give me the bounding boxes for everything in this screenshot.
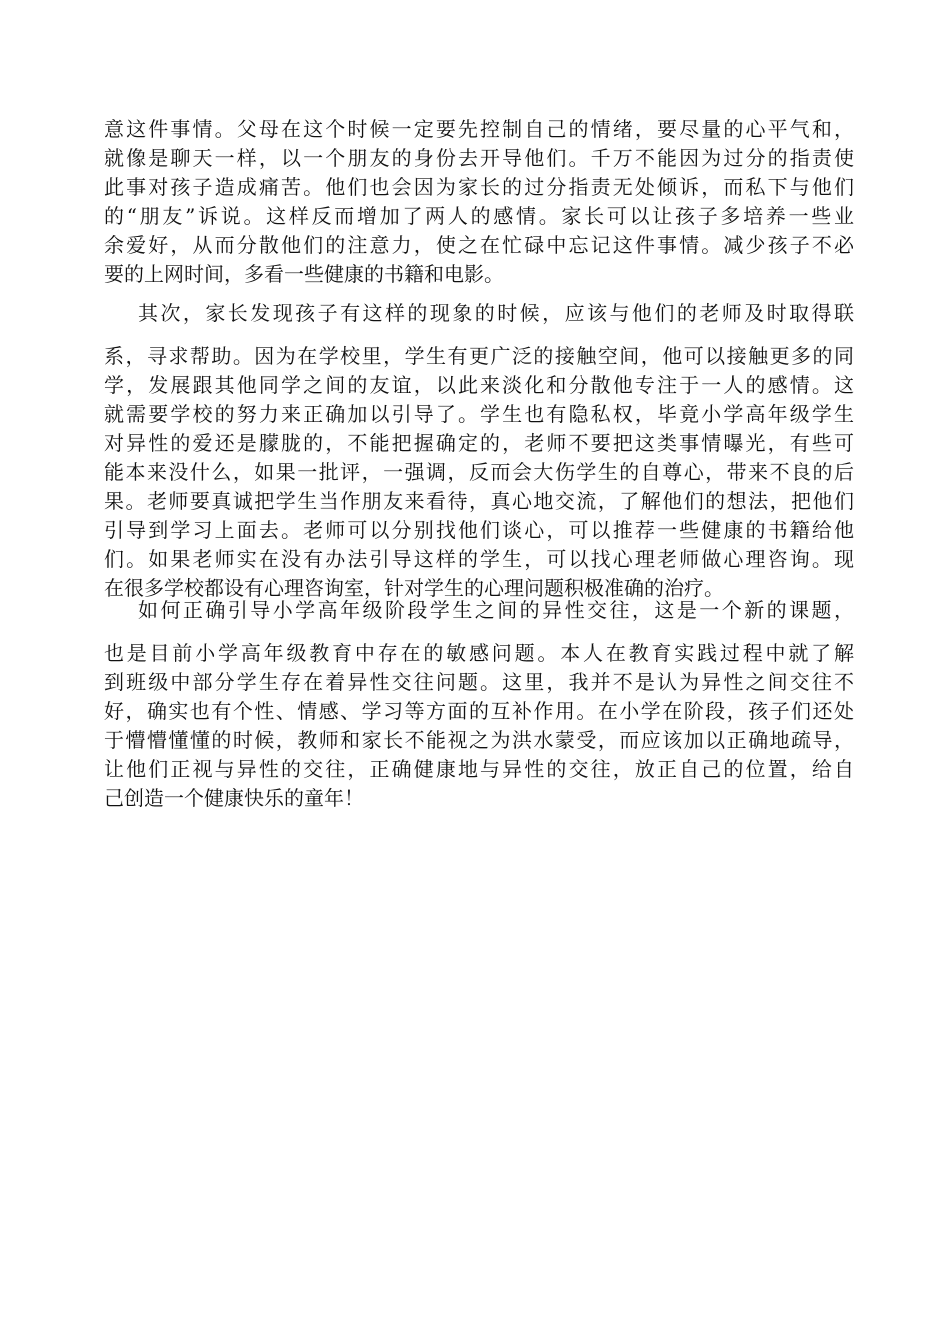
paragraph-2-line-7: 果。老师要真诚把学生当作朋友来看待，真心地交流，了解他们的想法，把他们 [104, 489, 854, 513]
paragraph-3-line-1: 如何正确引导小学高年级阶段学生之间的异性交往，这是一个新的课题， [138, 598, 854, 622]
paragraph-1-line-4: 的“朋友”诉说。这样反而增加了两人的感情。家长可以让孩子多培养一些业 [104, 204, 854, 228]
paragraph-2-line-5: 对异性的爱还是朦胧的，不能把握确定的，老师不要把这类事情曝光，有些可 [104, 431, 854, 455]
paragraph-3-line-7: 己创造一个健康快乐的童年！ [104, 786, 364, 810]
paragraph-3-line-4: 好，确实也有个性、情感、学习等方面的互补作用。在小学在阶段，孩子们还处 [104, 699, 854, 723]
paragraph-3-line-6: 让他们正视与异性的交往，正确健康地与异性的交往，放正自己的位置，给自 [104, 757, 854, 781]
paragraph-2-line-2: 系，寻求帮助。因为在学校里，学生有更广泛的接触空间，他可以接触更多的同 [104, 344, 854, 368]
paragraph-2-line-6: 能本来没什么，如果一批评，一强调，反而会大伤学生的自尊心，带来不良的后 [104, 460, 854, 484]
paragraph-2 [104, 299, 854, 603]
paragraph-2-line-4: 就需要学校的努力来正确加以引导了。学生也有隐私权，毕竟小学高年级学生 [104, 402, 854, 426]
paragraph-2-line-8: 引导到学习上面去。老师可以分别找他们谈心，可以推荐一些健康的书籍给他 [104, 518, 854, 542]
paragraph-2-line-10: 在很多学校都设有心理咨询室，针对学生的心理问题积极准确的治疗。 [104, 576, 724, 600]
paragraph-1 [104, 115, 854, 289]
paragraph-2-line-1: 其次，家长发现孩子有这样的现象的时候，应该与他们的老师及时取得联 [138, 301, 854, 325]
paragraph-1-line-6: 要的上网时间，多看一些健康的书籍和电影。 [104, 262, 504, 286]
paragraph-3-line-3: 到班级中部分学生存在着异性交往问题。这里，我并不是认为异性之间交往不 [104, 670, 854, 694]
paragraph-1-line-1: 意这件事情。父母在这个时候一定要先控制自己的情绪，要尽量的心平气和， [104, 117, 854, 141]
paragraph-1-line-2: 就像是聊天一样，以一个朋友的身份去开导他们。千万不能因为过分的指责使 [104, 146, 854, 170]
paragraph-3-line-2: 也是目前小学高年级教育中存在的敏感问题。本人在教育实践过程中就了解 [104, 641, 854, 665]
paragraph-1-line-3: 此事对孩子造成痛苦。他们也会因为家长的过分指责无处倾诉，而私下与他们 [104, 175, 854, 199]
paragraph-2-line-9: 们。如果老师实在没有办法引导这样的学生，可以找心理老师做心理咨询。现 [104, 547, 854, 571]
paragraph-3-line-5: 于懵懵懂懂的时候，教师和家长不能视之为洪水蒙受，而应该加以正确地疏导， [104, 728, 854, 752]
paragraph-3 [104, 596, 854, 813]
paragraph-2-line-3: 学，发展跟其他同学之间的友谊，以此来淡化和分散他专注于一人的感情。这 [104, 373, 854, 397]
paragraph-1-line-5: 余爱好，从而分散他们的注意力，使之在忙碌中忘记这件事情。减少孩子不必 [104, 233, 854, 257]
